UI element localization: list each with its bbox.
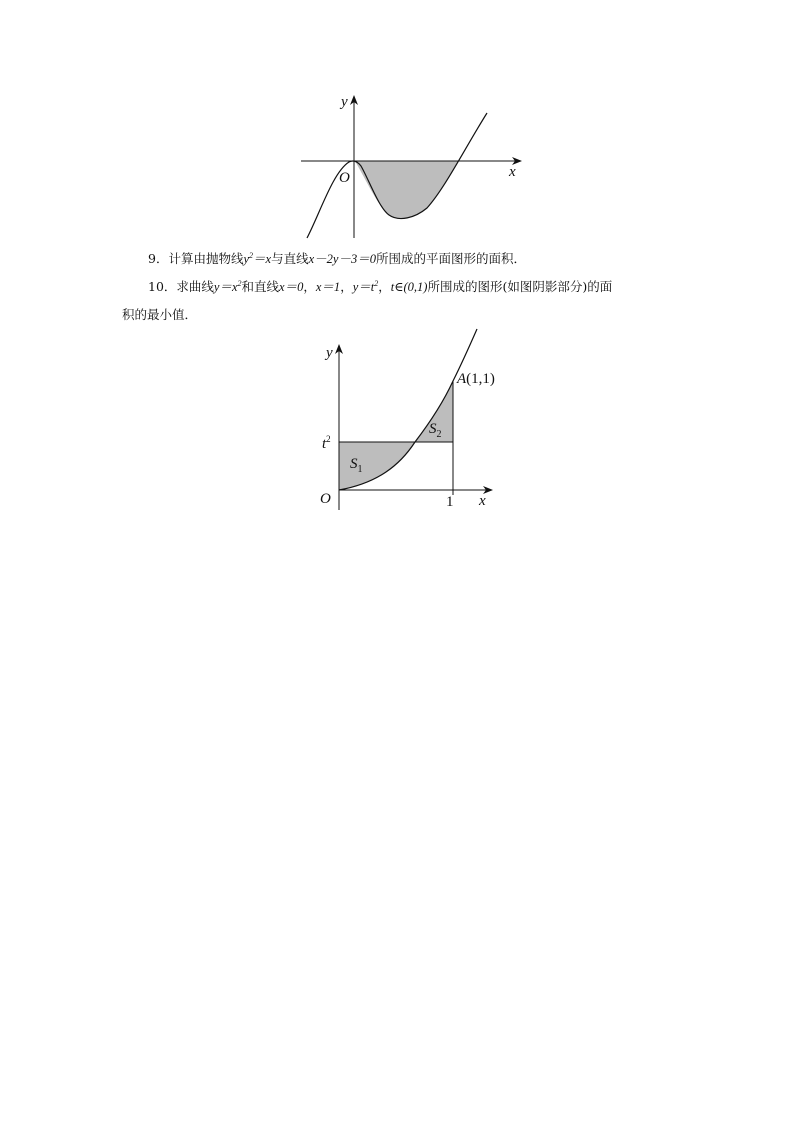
figure-1-y-label: y <box>341 94 348 110</box>
figure-2-origin-label: O <box>320 491 331 507</box>
figure-1-x-label: x <box>509 164 516 180</box>
figure-2-s2-label: $S_2$ <box>429 421 442 440</box>
figure-2-s1-label: $S_1$ <box>350 456 363 475</box>
problem-9-text-a: 计算由抛物线 <box>168 251 244 267</box>
problem-9-expr-2: x－2y－3＝0 <box>308 252 376 267</box>
problem-10-text-c: 所围成的图形(如图阴影部分)的面 <box>427 279 613 295</box>
problem-10-expr-4: $y=t^2$ <box>352 279 379 295</box>
problem-10-expr-5: t∈(0,1) <box>390 280 428 295</box>
problem-10-line-2: 积的最小值． <box>122 307 198 323</box>
figure-1-origin-label: O <box>339 170 350 186</box>
figure-2 <box>310 325 510 515</box>
problem-10-text-a: 求曲线 <box>176 279 214 295</box>
problem-9 <box>122 242 708 273</box>
problem-10-expr-1: $y=x^2$ <box>213 279 242 295</box>
problem-9-number: 9． <box>148 251 169 267</box>
problem-9-expr-1: $y^2=x$ <box>243 251 272 267</box>
figure-1 <box>295 88 535 248</box>
figure-2-t2-label: $t^2$ <box>322 434 331 452</box>
figure-1-shaded-region <box>355 161 459 219</box>
figure-2-one-label: 1 <box>446 494 454 510</box>
problem-10 <box>122 270 682 329</box>
figure-2-x-label: x <box>479 493 486 509</box>
problem-10-number: 10． <box>148 279 177 295</box>
problem-10-expr-2: x＝0 <box>279 280 304 295</box>
problem-9-text-b: 与直线 <box>271 251 309 267</box>
figure-2-point-a-label: A(1,1) <box>457 371 495 387</box>
problem-10-text-b: 和直线 <box>241 279 280 295</box>
problem-10-line-1: 10．求曲线$y=x^2$和直线x＝0，x＝1，$y=t^2$，t∈(0,1)所围成的图形(如图阴影部分)的面 <box>148 279 613 295</box>
problem-9-text-c: 所围成的平面图形的面积． <box>375 251 526 267</box>
problem-10-expr-3: x＝1 <box>315 280 341 295</box>
figure-2-y-label: y <box>326 345 333 361</box>
